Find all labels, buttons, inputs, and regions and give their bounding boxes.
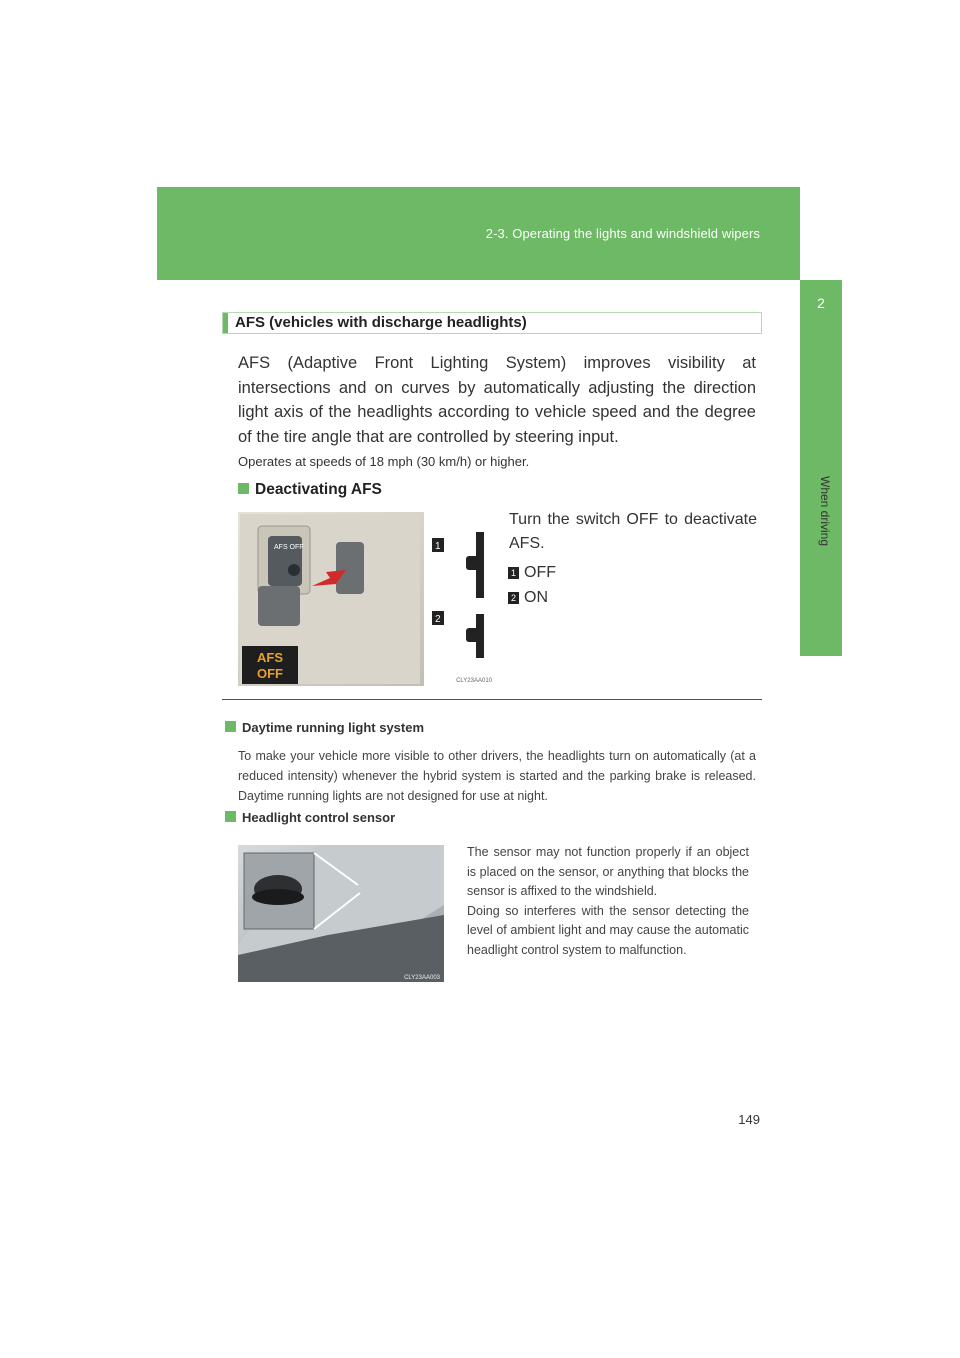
deactivate-heading <box>238 481 382 499</box>
deactivate-instruction: Turn the switch OFF to deactivate AFS. <box>509 511 757 552</box>
callout-1: 1 <box>435 541 441 552</box>
note-heading-drl <box>225 720 424 735</box>
number-2-icon: 2 <box>508 592 519 604</box>
square-bullet-icon <box>238 483 249 494</box>
speed-note: Operates at speeds of 18 mph (30 km/h) or higher. <box>238 454 530 469</box>
option-off <box>508 564 556 582</box>
note-heading-sensor <box>225 810 395 825</box>
number-1-icon: 1 <box>508 567 519 579</box>
intro-paragraph: AFS (Adaptive Front Lighting System) improves visibility at intersections and on curves by automatically adjusting the direction light axis of the headlights according to vehicle speed and the degree of the tire angle that are controlled by steering input. <box>238 354 756 446</box>
section-title: AFS (vehicles with discharge headlights) <box>235 314 527 331</box>
chapter-label: When driving <box>818 476 832 547</box>
square-bullet-icon <box>225 811 236 822</box>
image-code: CLY23AA010 <box>456 678 492 684</box>
square-bullet-icon <box>225 721 236 732</box>
afs-badge-line1: AFS <box>257 650 283 665</box>
note-heading-drl-text: Daytime running light system <box>242 720 425 735</box>
callout-2: 2 <box>435 614 441 625</box>
deactivate-heading-text: Deactivating AFS <box>255 481 382 498</box>
afs-switch-illustration <box>238 512 496 686</box>
option-on <box>508 589 548 607</box>
switch-label: AFS OFF <box>274 544 304 551</box>
note-heading-sensor-text: Headlight control sensor <box>242 810 396 825</box>
sensor-image-code: CLY23AA003 <box>404 975 440 981</box>
sensor-text-2: Doing so interferes with the sensor detecting the level of ambient light and may cause the automatic headlight control system to malfunction. <box>467 903 749 957</box>
heading-accent-bar <box>223 313 228 333</box>
sensor-illustration <box>238 845 444 982</box>
note-body-sensor <box>467 843 749 960</box>
chapter-number: 2 <box>817 295 825 311</box>
sensor-text-1: The sensor may not function properly if an object is placed on the sensor, or anything that blocks the sensor is affixed to the windshield. <box>467 845 749 898</box>
note-body-drl: To make your vehicle more visible to other drivers, the headlights turn on automatically (at a reduced intensity) whenever the hybrid system is started and the parking brake is released. Daytime running lights are not designed for use at night. <box>238 749 756 803</box>
section-heading <box>222 312 762 334</box>
afs-badge-line2: OFF <box>257 666 283 681</box>
option-on-label: ON <box>524 589 548 606</box>
page-number: 149 <box>738 1112 760 1127</box>
section-breadcrumb: 2-3. Operating the lights and windshield wipers <box>485 226 760 241</box>
divider <box>222 699 762 700</box>
option-off-label: OFF <box>524 564 556 581</box>
